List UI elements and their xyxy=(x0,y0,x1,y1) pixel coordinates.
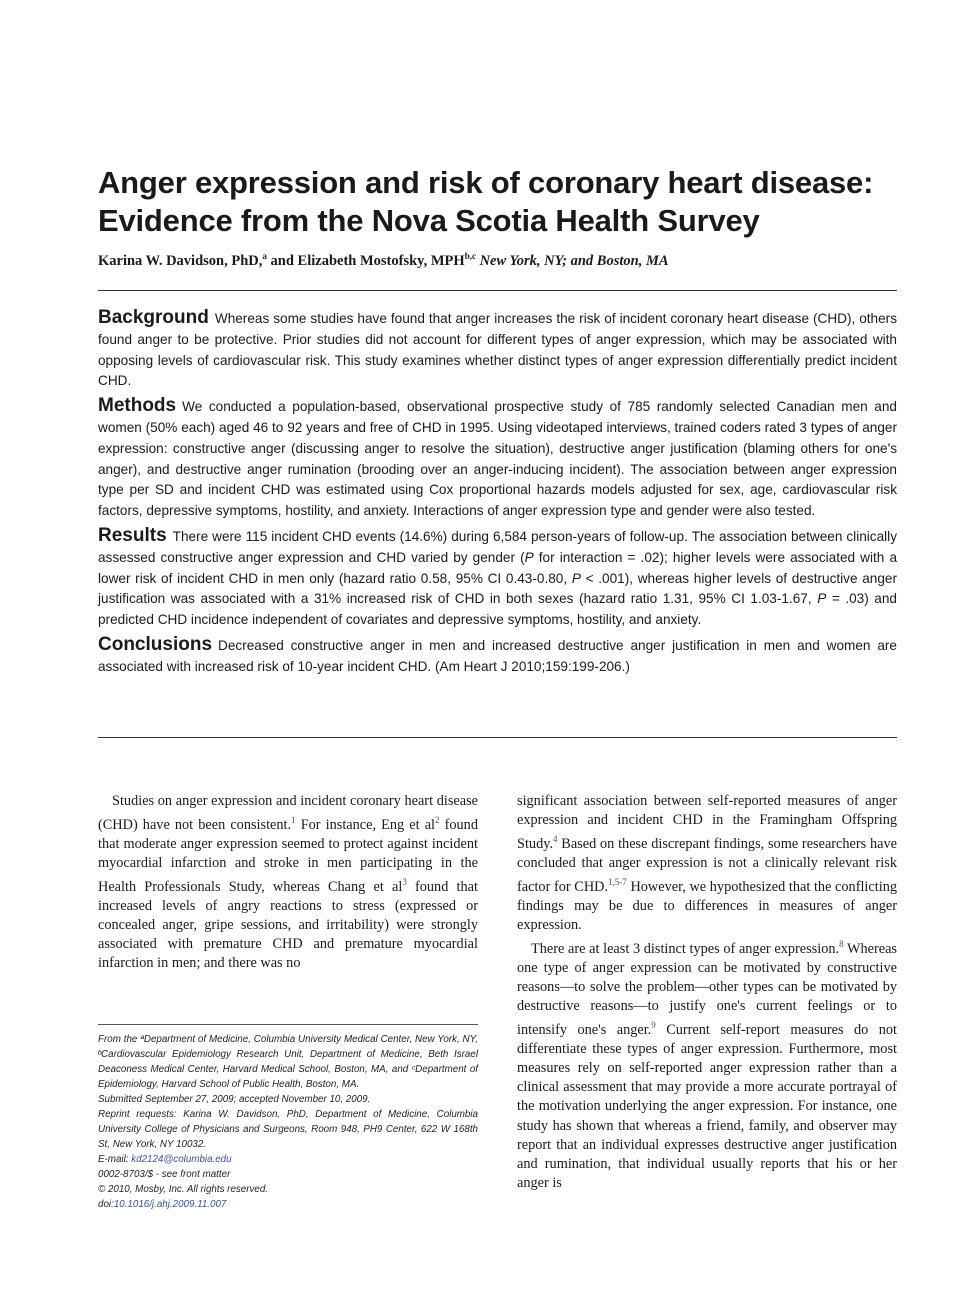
body-paragraph xyxy=(517,792,897,935)
footnote-doi xyxy=(98,1197,478,1212)
background-heading: Background xyxy=(98,307,209,328)
body-text: significant association between self-reported measures of anger expression and incident CHD in the Framingham Offspring Study. xyxy=(517,793,897,852)
footnote-copyright: © 2010, Mosby, Inc. All rights reserved. xyxy=(98,1184,269,1195)
results-text-4: = .03) and predicted CHD incidence independent of covariates and depressive symptoms, hostility, and anxiety. xyxy=(98,591,897,628)
citation-link[interactable]: 3 xyxy=(402,877,407,888)
citation-link[interactable]: 4 xyxy=(553,834,558,845)
background-text: Whereas some studies have found that anger increases the risk of incident coronary heart disease (CHD), others found anger to be protective. Prior studies did not account for different types of anger expression, which may be associated with opposing levels of cardiovascular risk. This study examines whether distinct types of anger expression differentially predict incident CHD. xyxy=(98,311,897,389)
top-divider xyxy=(98,290,897,291)
footnote-submitted: Submitted September 27, 2009; accepted November 10, 2009. xyxy=(98,1094,371,1105)
body-paragraph xyxy=(98,792,478,973)
doi-link[interactable]: 10.1016/j.ahj.2009.11.007 xyxy=(113,1199,227,1210)
p-value-symbol: P xyxy=(524,549,534,565)
body-column-right xyxy=(517,792,897,1193)
abstract-methods xyxy=(98,396,897,522)
body-text: Studies on anger expression and incident coronary heart disease (CHD) have not been consistent. xyxy=(98,793,478,833)
results-heading: Results xyxy=(98,524,167,546)
conclusions-text: Decreased constructive anger in men and increased destructive anger justification in men and women are associated with increased risk of 10-year incident CHD. (Am Heart J 2010;159:199-206.) xyxy=(98,637,897,674)
body-text: found that increased levels of angry reactions to stress (expressed or concealed anger, gripe sessions, and irritability) were strongly associated with premature CHD and premature myocardial infarction in men; and there was no xyxy=(98,878,478,972)
author-1-affiliation: a xyxy=(262,251,267,261)
citation-link[interactable]: 1,5-7 xyxy=(608,877,627,888)
body-text: However, we hypothesized that the conflicting findings may be due to differences in measures of anger expression. xyxy=(517,878,897,934)
abstract xyxy=(98,308,897,682)
author-conjunction: and xyxy=(270,252,294,269)
body-text: Based on these discrepant findings, some researchers have concluded that anger expression is not a clinically relevant risk factor for CHD. xyxy=(517,835,897,895)
author-2: Elizabeth Mostofsky, MPH xyxy=(297,252,465,269)
body-column-left xyxy=(98,792,478,973)
body-text: Current self-report measures do not differentiate these types of anger expression. Furthermore, most measures rely on self-reported anger expression rather than a clinical assessment that may provide a more accurate portrayal of the motivation underlying the anger expression. For instance, one study has shown that whereas a friend, family, and observer may report that an individual expresses destructive anger justification and rumination, that individual usually reports that his or her anger is xyxy=(517,1022,897,1191)
citation-link[interactable]: 1 xyxy=(291,815,296,826)
conclusions-heading: Conclusions xyxy=(98,633,213,655)
body-paragraph xyxy=(517,935,897,1193)
abstract-bottom-divider xyxy=(98,737,897,738)
body-text: Whereas one type of anger expression can be motivated by constructive reasons—to solve the problem—other types can be motivated by destructive reasons—to justify one's current feelings or to intensify one's anger. xyxy=(517,940,897,1039)
abstract-results xyxy=(98,526,897,631)
citation-link[interactable]: 2 xyxy=(435,815,440,826)
results-text-3: < .001), whereas higher levels of destructive anger justification was associated with a 31% increased risk of CHD in both sexes (hazard ratio 1.31, 95% CI 1.03-1.67, xyxy=(98,570,897,607)
doi-label: doi: xyxy=(98,1199,114,1210)
article-title: Anger expression and risk of coronary heart disease: Evidence from the Nova Scotia Health Survey xyxy=(98,165,874,238)
email-link[interactable]: kd2124@columbia.edu xyxy=(131,1154,232,1165)
methods-text: We conducted a population-based, observational prospective study of 785 randomly selected Canadian men and women (50% each) aged 46 to 92 years and free of CHD in 1995. Using videotaped interviews, trained coders rated 3 types of anger expression: constructive anger (discussing anger to resolve the situation), destructive anger justification (blaming others for one's anger), and destructive anger rumination (brooding over an anger-inducing incident). The association between anger expression type per SD and incident CHD was estimated using Cox proportional hazards models adjusted for sex, age, cardiovascular risk factors, depressive symptoms, hostility, and anxiety. Interactions of anger expression type and gender were also tested. xyxy=(98,399,897,519)
footnote-issn: 0002-8703/$ - see front matter xyxy=(98,1169,231,1180)
p-value-symbol: P xyxy=(571,570,581,586)
abstract-conclusions xyxy=(98,635,897,678)
p-value-symbol: P xyxy=(817,591,827,607)
body-text: There are at least 3 distinct types of anger expression. xyxy=(531,940,840,957)
citation-link[interactable]: 9 xyxy=(651,1020,656,1031)
results-text-2: for interaction = .02); higher levels were associated with a lower risk of incident CHD in men only (hazard ratio 0.58, 95% CI 0.43-0.80, xyxy=(98,549,897,586)
body-text: found that moderate anger expression seemed to protect against incident myocardial infarction and stroke in men participating in the Health Professionals Study, whereas Chang et al xyxy=(98,816,478,895)
methods-heading: Methods xyxy=(98,395,177,417)
citation-link[interactable]: 8 xyxy=(839,939,844,950)
body-text: For instance, Eng et al xyxy=(295,816,436,833)
results-text-1: There were 115 incident CHD events (14.6%) during 6,584 person-years of follow-up. The association between clinically assessed constructive anger expression and CHD varied by gender ( xyxy=(98,528,897,565)
footnote-divider xyxy=(98,1024,478,1025)
author-location: New York, NY; and Boston, MA xyxy=(479,252,669,269)
footnote-reprint: Reprint requests: Karina W. Davidson, PhD, Department of Medicine, Columbia University College of Physicians and Surgeons, Room 948, PH9 Center, 622 W 168th St, New York, NY 10032. xyxy=(98,1109,478,1150)
author-2-affiliation: b,c xyxy=(464,251,476,261)
email-label: E-mail: xyxy=(98,1154,132,1165)
footnotes xyxy=(98,1032,478,1212)
author-line xyxy=(98,246,898,271)
footnote-affiliations: From the ªDepartment of Medicine, Columbia University Medical Center, New York, NY, ᵇCardiovascular Epidemiology Research Unit, Department of Medicine, Beth Israel Deaconess Medical Center, Harvard Medical School, Boston, MA, and ᶜDepartment of Epidemiology, Harvard School of Public Health, Boston, MA. xyxy=(98,1034,478,1090)
footnote-email xyxy=(98,1152,478,1167)
abstract-background xyxy=(98,308,897,392)
author-1: Karina W. Davidson, PhD, xyxy=(98,252,263,269)
